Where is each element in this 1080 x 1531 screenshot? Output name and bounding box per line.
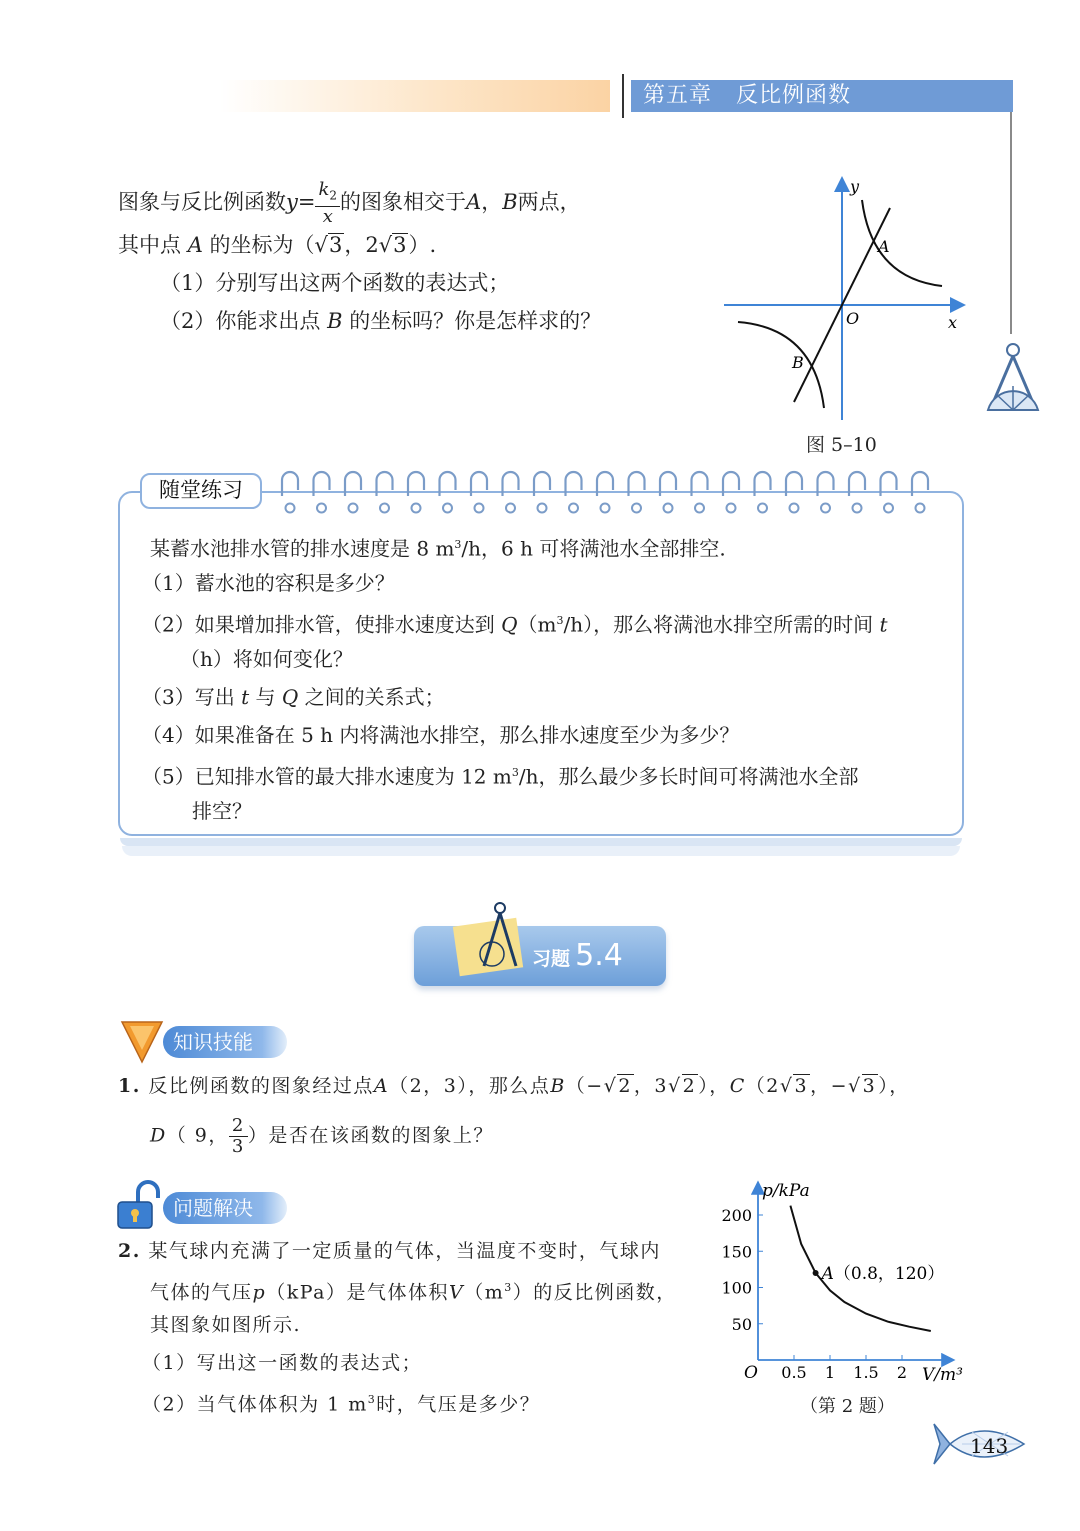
origin-label: O: [744, 1363, 758, 1383]
sqrt-2: 2: [618, 1075, 632, 1097]
point-A-marker: [813, 1270, 819, 1276]
chapter-name: 反比例函数: [736, 83, 852, 108]
x-tick-label: 1.5: [853, 1363, 879, 1382]
text: （2）当气体体积为 1 m: [142, 1393, 368, 1416]
var-p: p: [252, 1281, 267, 1304]
var-y: y: [286, 189, 298, 214]
k-subscript: 2: [329, 188, 338, 203]
text: ）是否在该函数的图象上？: [247, 1124, 494, 1147]
ring: [692, 472, 708, 513]
point-B: B: [550, 1075, 566, 1097]
text: 反比例函数的图象经过点: [148, 1075, 374, 1097]
ring: [629, 472, 645, 513]
text: ）的反比例函数，: [512, 1281, 677, 1304]
point-D: D: [150, 1124, 167, 1147]
comma: ，: [481, 189, 503, 214]
var-k: k: [318, 179, 330, 200]
practice-q3: [142, 682, 445, 712]
ring: [723, 472, 739, 513]
exercise-title: [532, 938, 623, 973]
superscript: 3: [556, 614, 564, 627]
text: （3）写出: [142, 685, 235, 709]
text: 时，气压是多少？: [376, 1393, 541, 1416]
lock-icon: [116, 1180, 162, 1230]
ring: [408, 472, 424, 513]
point-B-label: B: [792, 353, 804, 372]
q1-line2: [150, 1116, 494, 1157]
var-x: x: [322, 205, 333, 227]
practice-shadow: [122, 846, 960, 856]
ring: [503, 472, 519, 513]
x-tick-label: 0.5: [781, 1363, 807, 1382]
q1-line1: 1. 反比例函数的图象经过点A（2，3），那么点B（−√2 ，3√2 ），C（2√3 ，−√3 ），: [118, 1075, 910, 1097]
text: ）.: [408, 233, 437, 257]
superscript: 3: [367, 1393, 377, 1406]
ring: [345, 472, 361, 513]
fraction-k2-over-x: [315, 180, 340, 227]
ring: [314, 472, 330, 513]
text: /h），那么将满池水排空所需的时间: [563, 612, 874, 637]
x-tick-label: 1: [824, 1363, 836, 1382]
text: （2，3），那么点: [389, 1075, 551, 1097]
point-A-label: [820, 1264, 945, 1284]
y-tick-label: 200: [721, 1206, 752, 1225]
exercise-number: 5.4: [575, 938, 623, 973]
knowledge-icon: [120, 1016, 164, 1064]
question-number: 1.: [118, 1075, 141, 1097]
practice-q2: [142, 606, 888, 640]
ring: [818, 472, 834, 513]
top-q1: （1）分别写出这两个函数的表达式；: [160, 271, 510, 295]
var-t: t: [879, 612, 888, 637]
q2-line3: 其图象如图所示.: [150, 1314, 302, 1336]
ring: [881, 472, 897, 513]
point-A: A: [187, 233, 203, 257]
text: （ 9，: [166, 1124, 229, 1147]
point-A: A: [373, 1075, 390, 1097]
var-t: t: [241, 685, 250, 709]
page-number: 143: [970, 1434, 1009, 1458]
point-A-coords: （0.8，120）: [833, 1264, 945, 1284]
text: 气体的气压: [150, 1281, 253, 1304]
text: 的坐标为（: [209, 233, 315, 257]
practice-intro: [150, 530, 726, 564]
q2-line1: [118, 1236, 661, 1266]
text: （5）已知排水管的最大排水速度为 12 m: [142, 764, 512, 789]
text: ），: [878, 1075, 910, 1097]
exercise-label: 习题: [532, 948, 571, 970]
ring: [377, 472, 393, 513]
figure-caption: 图 5–10: [806, 434, 877, 456]
chapter-number: 第五章: [643, 83, 713, 108]
point-B: B: [502, 189, 518, 214]
practice-q5: [142, 758, 858, 792]
section-knowledge-skills: 知识技能: [163, 1026, 287, 1058]
figure-5-10: [720, 170, 980, 430]
ring: [597, 472, 613, 513]
ring: [849, 472, 865, 513]
practice-q5-cont: 排空？: [192, 799, 252, 823]
y-axis-label: p/kPa: [762, 1181, 810, 1201]
text: （−: [565, 1075, 604, 1097]
text: （2）你能求出点: [160, 309, 321, 333]
practice-tab: 随堂练习: [140, 473, 262, 509]
ring: [786, 472, 802, 513]
equals: =: [297, 189, 316, 214]
text: ，3: [633, 1075, 669, 1097]
text: （m: [464, 1281, 505, 1304]
text: 某蓄水池排水管的排水速度是 8 m: [150, 536, 455, 561]
header-divider: [622, 74, 624, 118]
point-A-letter: A: [821, 1264, 834, 1284]
text: 之间的关系式；: [304, 685, 445, 709]
ring: [566, 472, 582, 513]
text: 其中点: [118, 233, 181, 257]
y-label: y: [850, 177, 860, 196]
practice-q4: （4）如果准备在 5 h 内将满池水排空，那么排水速度至少为多少？: [142, 723, 740, 747]
pressure-volume-chart: [716, 1176, 978, 1388]
text: 的坐标吗？你是怎样求的？: [349, 309, 602, 333]
text: （2）如果增加排水管，使排水速度达到: [142, 612, 495, 637]
sqrt-3: 3: [794, 1075, 809, 1097]
text: 图象与反比例函数: [118, 189, 286, 214]
section-problem-solving: 问题解决: [163, 1192, 287, 1224]
text: （2: [745, 1075, 780, 1097]
sqrt-3: 3: [328, 233, 343, 257]
top-line-2: 其中点 A 的坐标为（√3，2√3）.: [118, 233, 437, 257]
chapter-title: [643, 80, 851, 112]
ring: [282, 472, 298, 513]
ring: [440, 472, 456, 513]
sqrt-2: 2: [682, 1075, 697, 1097]
superscript: 3: [454, 538, 462, 551]
hyperbola-branch-q1: [862, 200, 942, 286]
fraction-2-3: [229, 1116, 248, 1157]
var-Q: Q: [281, 685, 299, 709]
point-C: C: [729, 1075, 746, 1097]
top-q2: [160, 306, 601, 336]
text: 与: [255, 685, 276, 709]
sqrt-3: 3: [393, 233, 407, 257]
ring: [755, 472, 771, 513]
ring: [660, 472, 676, 513]
text: （m: [517, 612, 557, 637]
var-V: V: [448, 1281, 465, 1304]
compass-icon: [470, 900, 526, 974]
superscript: 3: [504, 1281, 513, 1294]
y-tick-label: 100: [721, 1278, 752, 1298]
text: ），: [698, 1075, 730, 1097]
point-B: B: [327, 309, 343, 333]
q2-sub2: [142, 1385, 540, 1419]
question-number: 2.: [118, 1240, 141, 1262]
text: /h，6 h 可将满池水全部排空.: [461, 536, 726, 561]
y-tick-label: 150: [721, 1242, 752, 1262]
text: 两点，: [517, 189, 581, 214]
right-margin-rule: [1010, 112, 1012, 334]
q2-sub1: （1）写出这一函数的表达式；: [142, 1352, 423, 1374]
x-axis-label: V/m³: [922, 1365, 963, 1385]
var-Q: Q: [501, 612, 518, 637]
x-tick-label: 2: [896, 1363, 908, 1382]
y-tick-label: 50: [731, 1314, 752, 1334]
q2-line2: [150, 1273, 677, 1307]
superscript: 3: [511, 766, 519, 779]
header-gradient: [220, 80, 610, 112]
coef-2: 2: [365, 233, 379, 257]
practice-shadow: [120, 838, 962, 846]
text: （kPa）是气体体积: [266, 1281, 449, 1304]
numerator: 2: [229, 1116, 248, 1137]
point-A-label: A: [878, 237, 890, 256]
notebook-rings: [270, 466, 960, 520]
denominator: 3: [231, 1136, 245, 1157]
ring: [912, 472, 928, 513]
text: /h，那么最少多长时间可将满池水全部: [518, 764, 859, 789]
ring: [471, 472, 487, 513]
x-label: x: [948, 313, 958, 332]
text: 某气球内充满了一定质量的气体，当温度不变时，气球内: [148, 1240, 661, 1262]
text: 的图象相交于: [340, 189, 467, 214]
sqrt-3: 3: [862, 1075, 877, 1097]
point-A: A: [466, 189, 482, 214]
text: ，−: [810, 1075, 848, 1097]
hyperbola-branch-q3: [738, 322, 824, 408]
compass-icon: [984, 340, 1042, 416]
practice-q2-cont: （h）将如何变化？: [180, 647, 353, 671]
practice-q1: （1）蓄水池的容积是多少？: [142, 571, 395, 595]
ring: [534, 472, 550, 513]
origin-label: O: [846, 309, 860, 328]
chart-caption: （第 2 题）: [800, 1396, 895, 1417]
top-line-1: [118, 180, 581, 227]
